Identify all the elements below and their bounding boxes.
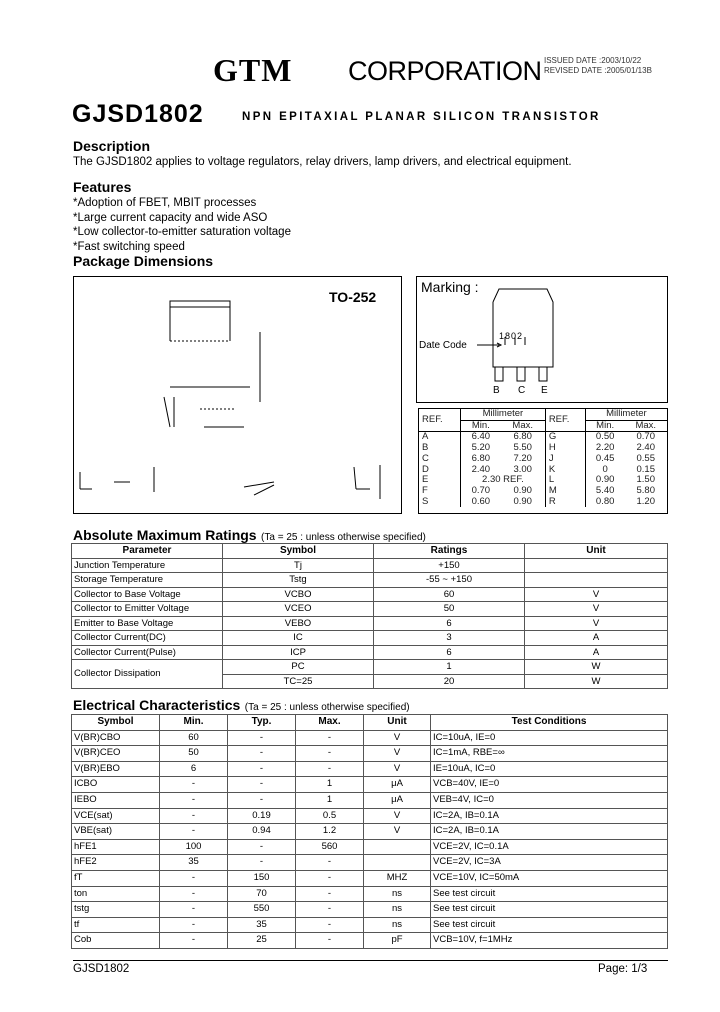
ref-cell: D (419, 465, 461, 476)
table-row (72, 660, 668, 675)
ref-cell: B (419, 443, 461, 454)
table-row (72, 792, 668, 808)
max-cell: 1 (296, 792, 364, 808)
col-header: Test Conditions (431, 715, 668, 731)
elec-note: (Ta = 25 : unless otherwise specified) (244, 702, 410, 713)
ref-header: REF. (419, 409, 461, 432)
table-row (72, 645, 668, 660)
unit-cell (525, 573, 668, 588)
unit-cell: V (525, 616, 668, 631)
typ-cell: 25 (228, 933, 296, 949)
symbol-cell: ICBO (72, 777, 160, 793)
max-cell: - (296, 886, 364, 902)
col-header: Min. (160, 715, 228, 731)
symbol-cell: fT (72, 870, 160, 886)
table-row (72, 902, 668, 918)
table-row (419, 465, 667, 476)
table-row (72, 558, 668, 573)
max-cell: 0.70 (636, 431, 655, 443)
rating-cell: 3 (374, 631, 525, 646)
elec-table (71, 714, 668, 949)
table-row (72, 777, 668, 793)
unit-cell: ns (364, 902, 431, 918)
typ-cell: 150 (228, 870, 296, 886)
symbol-cell: V(BR)CBO (72, 730, 160, 746)
min-header: Min. (461, 420, 501, 432)
table-row (419, 486, 667, 497)
condition-cell: VEB=4V, IC=0 (431, 792, 668, 808)
col-header: Parameter (72, 544, 223, 559)
description-text: The GJSD1802 applies to voltage regulators, relay drivers, lamp drivers, and electrical equipment. (73, 156, 572, 168)
unit-cell: MHZ (364, 870, 431, 886)
max-cell: - (296, 917, 364, 933)
max-cell: 5.80 (636, 484, 655, 496)
package-drawing (73, 276, 402, 514)
elec-table-body (72, 730, 668, 948)
table-row (72, 917, 668, 933)
ref-cell: S (419, 497, 461, 508)
symbol-cell: VEBO (223, 616, 374, 631)
typ-cell: - (228, 730, 296, 746)
table-row (72, 616, 668, 631)
param-cell: Collector to Base Voltage (72, 587, 223, 602)
symbol-cell: IC (223, 631, 374, 646)
table-row (72, 855, 668, 871)
min-cell: - (160, 808, 228, 824)
ref-cell: C (419, 454, 461, 465)
symbol-cell: tstg (72, 902, 160, 918)
min-cell: 0.70 (471, 484, 491, 496)
symbol-cell: tf (72, 917, 160, 933)
issued-date: ISSUED DATE :2003/10/22 (544, 56, 642, 65)
pin-label-e: E (541, 385, 548, 396)
col-header: Ratings (374, 544, 525, 559)
unit-cell: V (364, 730, 431, 746)
param-cell: Emitter to Base Voltage (72, 616, 223, 631)
package-heading: Package Dimensions (73, 253, 214, 269)
rating-cell: 6 (374, 616, 525, 631)
table-row (72, 761, 668, 777)
table-row (72, 933, 668, 949)
rating-cell: 60 (374, 587, 525, 602)
min-cell: - (160, 870, 228, 886)
feature-item: *Fast switching speed (73, 240, 185, 253)
feature-item: *Low collector-to-emitter saturation voltage (73, 226, 291, 238)
min-cell: 0.60 (471, 495, 491, 507)
min-cell: 5.20 (471, 442, 491, 454)
min-cell: 0.45 (595, 452, 615, 464)
min-cell: 6.80 (471, 452, 491, 464)
elec-heading: Electrical Characteristics (73, 697, 241, 713)
abs-max-note: (Ta = 25 : unless otherwise specified) (261, 532, 426, 543)
table-row (72, 730, 668, 746)
ref-cell: H (545, 443, 585, 454)
symbol-cell: PC (223, 660, 374, 675)
ref-cell: J (545, 454, 585, 465)
typ-cell: - (228, 746, 296, 762)
condition-cell: VCE=10V, IC=50mA (431, 870, 668, 886)
unit-cell: μA (364, 777, 431, 793)
col-header: Symbol (223, 544, 374, 559)
issue-dates (544, 56, 652, 76)
min-cell: 50 (160, 746, 228, 762)
unit-cell: A (525, 645, 668, 660)
marking-code: 1802 (499, 331, 524, 341)
max-cell: 1 (296, 777, 364, 793)
table-row (419, 454, 667, 465)
max-cell: 0.90 (513, 484, 532, 496)
pin-label-c: C (518, 385, 526, 396)
table-row (72, 870, 668, 886)
unit-cell: W (525, 674, 668, 689)
ref-cell: R (545, 497, 585, 508)
max-header: Max. (624, 420, 667, 432)
min-cell: - (160, 917, 228, 933)
rating-cell: +150 (374, 558, 525, 573)
feature-item: *Large current capacity and wide ASO (73, 211, 268, 224)
unit-cell: V (364, 808, 431, 824)
feature-item: *Adoption of FBET, MBIT processes (73, 197, 257, 209)
features-heading: Features (73, 179, 132, 195)
min-cell: 60 (160, 730, 228, 746)
unit-cell (364, 839, 431, 855)
table-row (72, 886, 668, 902)
condition-cell: VCB=10V, f=1MHz (431, 933, 668, 949)
condition-cell: IE=10uA, IC=0 (431, 761, 668, 777)
symbol-cell: VCE(sat) (72, 808, 160, 824)
table-row (72, 746, 668, 762)
elec-title (73, 697, 410, 715)
ref-header: REF. (545, 409, 585, 432)
unit-cell (364, 855, 431, 871)
unit-cell: ns (364, 886, 431, 902)
symbol-cell: ICP (223, 645, 374, 660)
unit-cell: V (525, 587, 668, 602)
max-cell: 1.50 (636, 474, 655, 486)
mm-header: Millimeter (461, 409, 546, 420)
max-cell: 1.2 (296, 824, 364, 840)
model-number: GJSD1802 (72, 100, 204, 128)
col-header: Symbol (72, 715, 160, 731)
ref-cell: A (419, 432, 461, 443)
min-cell: - (160, 902, 228, 918)
symbol-cell: hFE1 (72, 839, 160, 855)
max-cell: - (296, 855, 364, 871)
table-row (72, 839, 668, 855)
table-row (72, 824, 668, 840)
min-cell: - (160, 933, 228, 949)
param-cell: Collector Current(Pulse) (72, 645, 223, 660)
table-row (72, 573, 668, 588)
min-header: Min. (585, 420, 624, 432)
min-cell: 2.20 (595, 442, 615, 454)
ref-cell: E (419, 475, 461, 486)
ref-cell: F (419, 486, 461, 497)
min-cell: 0.50 (595, 431, 615, 443)
typ-cell: - (228, 792, 296, 808)
max-cell: 0.90 (513, 495, 532, 507)
unit-cell (525, 558, 668, 573)
col-header: Unit (364, 715, 431, 731)
max-cell: 5.50 (513, 442, 532, 454)
min-cell: - (160, 824, 228, 840)
table-row (419, 497, 667, 508)
symbol-cell: Tstg (223, 573, 374, 588)
param-cell: Collector Dissipation (72, 660, 223, 689)
abs-max-heading: Absolute Maximum Ratings (73, 527, 257, 543)
max-cell: - (296, 933, 364, 949)
symbol-cell: V(BR)EBO (72, 761, 160, 777)
min-cell: 100 (160, 839, 228, 855)
param-cell: Collector to Emitter Voltage (72, 602, 223, 617)
max-cell: 1.20 (636, 495, 655, 507)
min-cell: 0.80 (595, 495, 615, 507)
footer-rule (73, 960, 668, 961)
condition-cell: VCE=2V, IC=0.1A (431, 839, 668, 855)
marking-label: Marking : (421, 279, 479, 295)
company-name: CORPORATION (348, 56, 542, 86)
product-subtitle: NPN EPITAXIAL PLANAR SILICON TRANSISTOR (242, 111, 601, 123)
footer-model: GJSD1802 (73, 963, 130, 975)
rating-cell: 20 (374, 674, 525, 689)
table-row (72, 631, 668, 646)
typ-cell: - (228, 777, 296, 793)
pin-label-b: B (493, 385, 500, 396)
min-cell: 0 (602, 463, 608, 475)
rating-cell: -55 ~ +150 (374, 573, 525, 588)
max-cell: - (296, 730, 364, 746)
symbol-cell: VBE(sat) (72, 824, 160, 840)
condition-cell: IC=1mA, RBE=∞ (431, 746, 668, 762)
col-header: Typ. (228, 715, 296, 731)
param-cell: Storage Temperature (72, 573, 223, 588)
ref-cell: G (545, 432, 585, 443)
description-heading: Description (73, 138, 151, 154)
condition-cell: IC=2A, IB=0.1A (431, 824, 668, 840)
max-cell: 6.80 (513, 431, 532, 443)
span-cell: 2.30 REF. (482, 474, 524, 486)
symbol-cell: VCEO (223, 602, 374, 617)
condition-cell: VCB=40V, IE=0 (431, 777, 668, 793)
unit-cell: pF (364, 933, 431, 949)
revised-date: REVISED DATE :2005/01/13B (544, 66, 652, 75)
package-type: TO-252 (329, 289, 377, 305)
unit-cell: V (364, 761, 431, 777)
dimension-table (418, 408, 668, 514)
date-code-label: Date Code (419, 340, 467, 351)
min-cell: - (160, 886, 228, 902)
unit-cell: V (364, 746, 431, 762)
max-cell: - (296, 761, 364, 777)
ref-cell: K (545, 465, 585, 476)
max-cell: 560 (296, 839, 364, 855)
company-logo: GTM (213, 52, 293, 88)
mm-header: Millimeter (585, 409, 667, 420)
max-cell: 7.20 (513, 452, 532, 464)
symbol-cell: IEBO (72, 792, 160, 808)
condition-cell: See test circuit (431, 886, 668, 902)
symbol-cell: Tj (223, 558, 374, 573)
typ-cell: 550 (228, 902, 296, 918)
min-cell: 0.90 (595, 474, 615, 486)
table-row (72, 602, 668, 617)
max-cell: - (296, 746, 364, 762)
min-cell: 2.40 (471, 463, 491, 475)
condition-cell: IC=10uA, IE=0 (431, 730, 668, 746)
ref-cell: L (545, 475, 585, 486)
max-cell: 0.55 (636, 452, 655, 464)
marking-box (416, 276, 668, 403)
min-cell: - (160, 792, 228, 808)
typ-cell: 70 (228, 886, 296, 902)
abs-max-table (71, 543, 668, 689)
package-outline-drawing (74, 277, 401, 513)
unit-cell: A (525, 631, 668, 646)
max-header: Max. (501, 420, 546, 432)
features-list (73, 196, 291, 254)
condition-cell: See test circuit (431, 917, 668, 933)
max-cell: 3.00 (513, 463, 532, 475)
table-row (419, 443, 667, 454)
min-cell: 6.40 (471, 431, 491, 443)
condition-cell: VCE=2V, IC=3A (431, 855, 668, 871)
rating-cell: 6 (374, 645, 525, 660)
max-cell: 0.5 (296, 808, 364, 824)
col-header: Max. (296, 715, 364, 731)
unit-cell: W (525, 660, 668, 675)
table-row (72, 587, 668, 602)
condition-cell: IC=2A, IB=0.1A (431, 808, 668, 824)
table-row (419, 432, 667, 443)
min-cell: - (160, 777, 228, 793)
max-cell: 0.15 (636, 463, 655, 475)
typ-cell: - (228, 855, 296, 871)
max-cell: - (296, 870, 364, 886)
typ-cell: - (228, 761, 296, 777)
unit-cell: V (364, 824, 431, 840)
table-row (419, 475, 667, 486)
symbol-cell: Cob (72, 933, 160, 949)
param-cell: Junction Temperature (72, 558, 223, 573)
condition-cell: See test circuit (431, 902, 668, 918)
footer-page: Page: 1/3 (598, 963, 648, 975)
table-row (72, 808, 668, 824)
param-cell: Collector Current(DC) (72, 631, 223, 646)
symbol-cell: hFE2 (72, 855, 160, 871)
typ-cell: 0.19 (228, 808, 296, 824)
max-cell: 2.40 (636, 442, 655, 454)
ref-cell: M (545, 486, 585, 497)
symbol-cell: V(BR)CEO (72, 746, 160, 762)
symbol-cell: VCBO (223, 587, 374, 602)
symbol-cell: TC=25 (223, 674, 374, 689)
unit-cell: μA (364, 792, 431, 808)
min-cell: 6 (160, 761, 228, 777)
min-cell: 35 (160, 855, 228, 871)
typ-cell: 35 (228, 917, 296, 933)
typ-cell: - (228, 839, 296, 855)
rating-cell: 50 (374, 602, 525, 617)
max-cell: - (296, 902, 364, 918)
rating-cell: 1 (374, 660, 525, 675)
unit-cell: V (525, 602, 668, 617)
symbol-cell: ton (72, 886, 160, 902)
col-header: Unit (525, 544, 668, 559)
unit-cell: ns (364, 917, 431, 933)
typ-cell: 0.94 (228, 824, 296, 840)
min-cell: 5.40 (595, 484, 615, 496)
